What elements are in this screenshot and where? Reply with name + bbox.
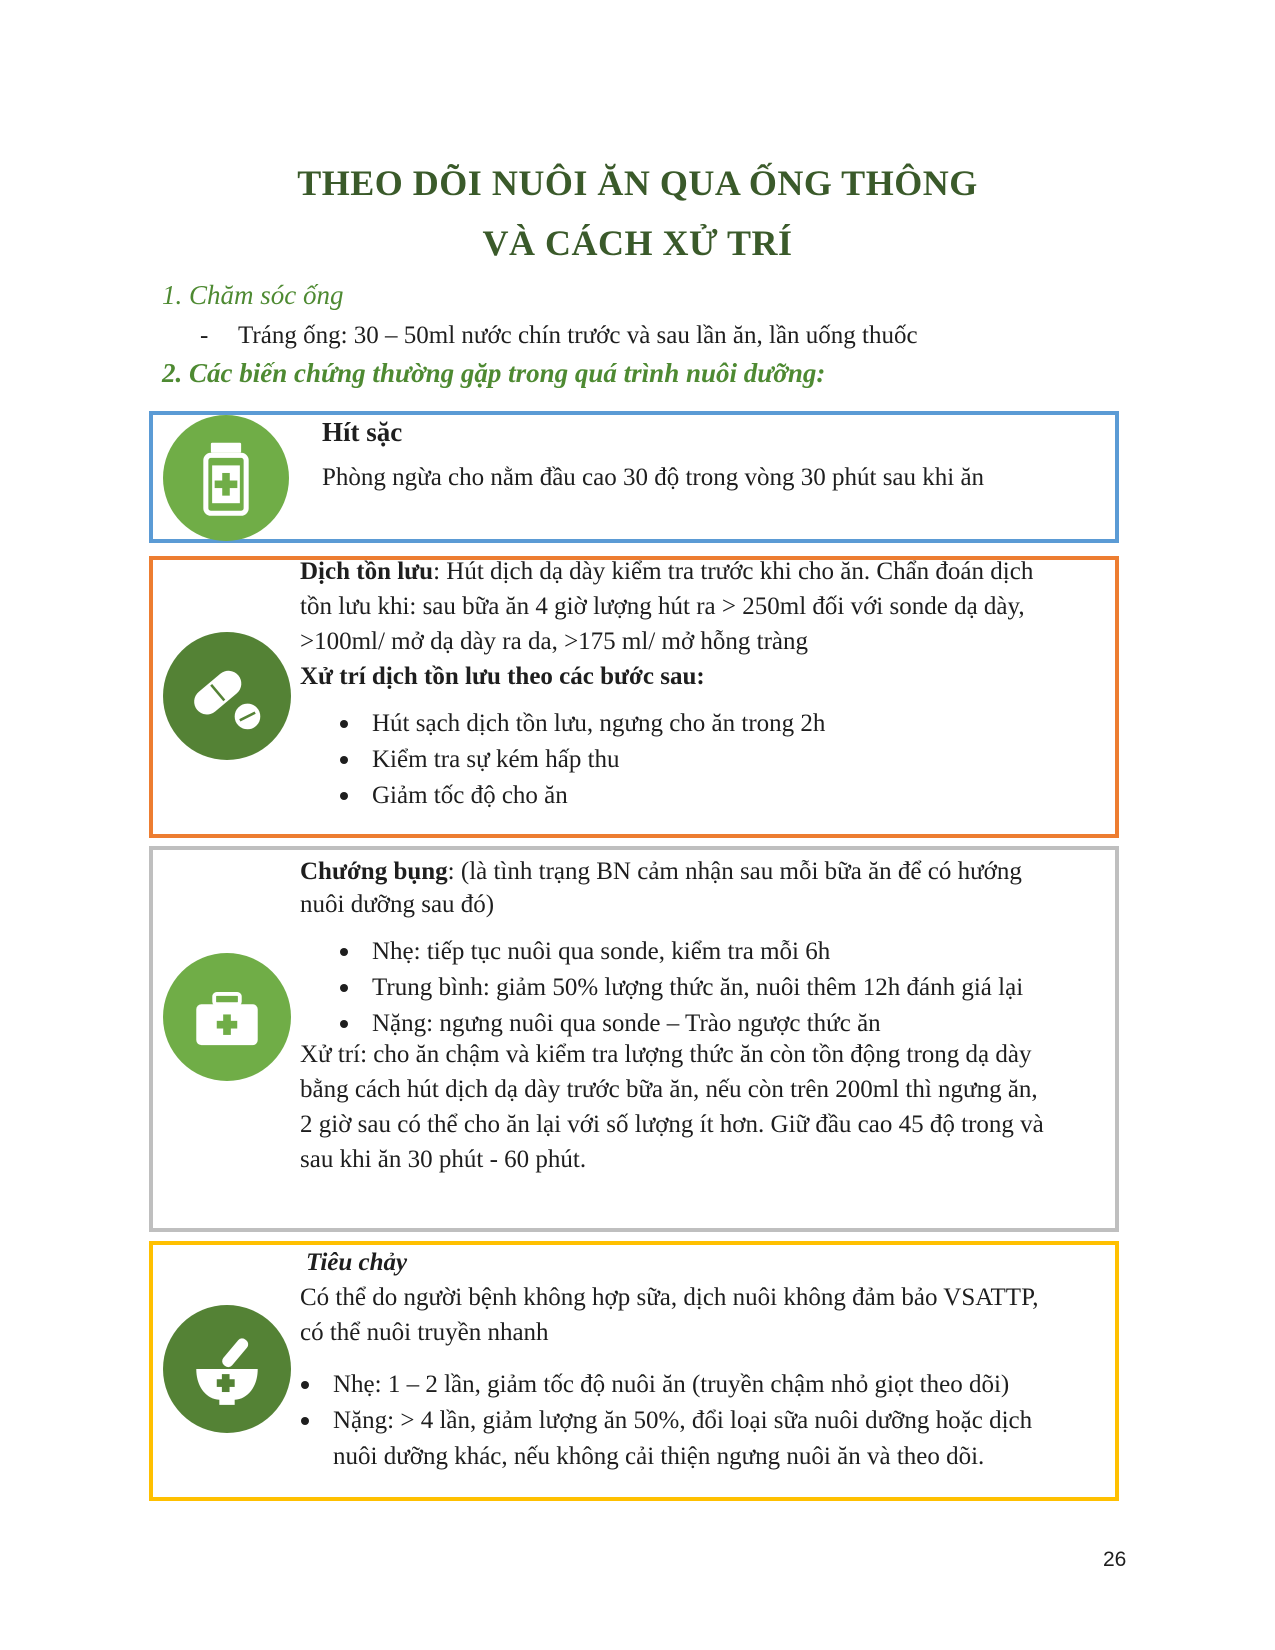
aspiration-text: Phòng ngừa cho nằm đầu cao 30 độ trong vòng 30 phút sau khi ăn xyxy=(322,464,985,491)
list-item: Nhẹ: tiếp tục nuôi qua sonde, kiểm tra mỗi 6h xyxy=(336,934,1023,970)
bloating-treatment-4: sau khi ăn 30 phút - 60 phút. xyxy=(300,1146,587,1173)
residual-label: Dịch tồn lưu xyxy=(300,558,434,585)
residual-line-3: >100ml/ mở dạ dày ra da, >175 ml/ mở hỗng tràng xyxy=(300,628,809,655)
residual-line-1-text: : Hút dịch dạ dày kiểm tra trước khi cho ăn. Chẩn đoán dịch xyxy=(433,558,1034,585)
bloating-treatment-1: Xử trí: cho ăn chậm và kiểm tra lượng thức ăn còn tồn động trong dạ dày xyxy=(300,1041,1032,1068)
section1-item-text: Tráng ống: 30 – 50ml nước chín trước và sau lần ăn, lần uống thuốc xyxy=(238,322,918,349)
bloating-label: Chướng bụng xyxy=(300,858,448,885)
bloating-treatment-3: 2 giờ sau có thể cho ăn lại với số lượng ít hơn. Giữ đầu cao 45 độ trong và xyxy=(300,1111,1044,1138)
diarrhea-bullet-list xyxy=(297,1367,1032,1439)
diarrhea-bullet-continuation: nuôi dưỡng khác, nếu không cải thiện ngưng nuôi ăn và theo dõi. xyxy=(333,1443,985,1470)
pills-icon xyxy=(163,632,291,760)
medicine-bottle-icon xyxy=(163,415,289,541)
first-aid-kit-icon xyxy=(163,953,291,1081)
page-number: 26 xyxy=(1103,1548,1127,1571)
list-item: Hút sạch dịch tồn lưu, ngưng cho ăn trong 2h xyxy=(336,706,825,742)
page-title-line2: VÀ CÁCH XỬ TRÍ xyxy=(482,223,793,263)
list-item: Trung bình: giảm 50% lượng thức ăn, nuôi thêm 12h đánh giá lại xyxy=(336,970,1023,1006)
mortar-pestle-icon xyxy=(163,1305,291,1433)
bloating-line-1-text: : (là tình trạng BN cảm nhận sau mỗi bữa ăn để có hướng xyxy=(447,858,1022,885)
section1-heading: 1. Chăm sóc ống xyxy=(162,280,344,310)
aspiration-title: Hít sặc xyxy=(322,417,403,447)
list-item: Nặng: > 4 lần, giảm lượng ăn 50%, đổi loại sữa nuôi dưỡng hoặc dịch xyxy=(297,1403,1032,1439)
diarrhea-line-1: Có thể do người bệnh không hợp sữa, dịch nuôi không đảm bảo VSATTP, xyxy=(300,1284,1039,1311)
dash-marker: - xyxy=(200,322,209,349)
residual-line-2: tồn lưu khi: sau bữa ăn 4 giờ lượng hút ra > 250ml đối với sonde dạ dày, xyxy=(300,593,1025,620)
residual-line-1 xyxy=(300,554,1033,590)
diarrhea-title: Tiêu chảy xyxy=(306,1249,408,1276)
bloating-treatment-2: bằng cách hút dịch dạ dày trước bữa ăn, nếu còn trên 200ml thì ngưng ăn, xyxy=(300,1076,1038,1103)
diarrhea-line-2: có thể nuôi truyền nhanh xyxy=(300,1319,549,1346)
list-item: Nặng: ngưng nuôi qua sonde – Trào ngược thức ăn xyxy=(336,1006,1023,1042)
list-item: Kiểm tra sự kém hấp thu xyxy=(336,742,825,778)
list-item: Nhẹ: 1 – 2 lần, giảm tốc độ nuôi ăn (truyền chậm nhỏ giọt theo dõi) xyxy=(297,1367,1032,1403)
bloating-bullet-list xyxy=(336,934,1023,1042)
bloating-line-1 xyxy=(300,854,1022,890)
residual-bullet-list xyxy=(336,706,825,814)
bloating-line-2: nuôi dưỡng sau đó) xyxy=(300,891,495,918)
page-title-line1: THEO DÕI NUÔI ĂN QUA ỐNG THÔNG xyxy=(297,163,978,203)
section1-item xyxy=(200,318,918,354)
list-item: Giảm tốc độ cho ăn xyxy=(336,778,825,814)
residual-subheading: Xử trí dịch tồn lưu theo các bước sau: xyxy=(300,663,705,690)
section2-heading: 2. Các biến chứng thường gặp trong quá trình nuôi dưỡng: xyxy=(162,358,826,388)
